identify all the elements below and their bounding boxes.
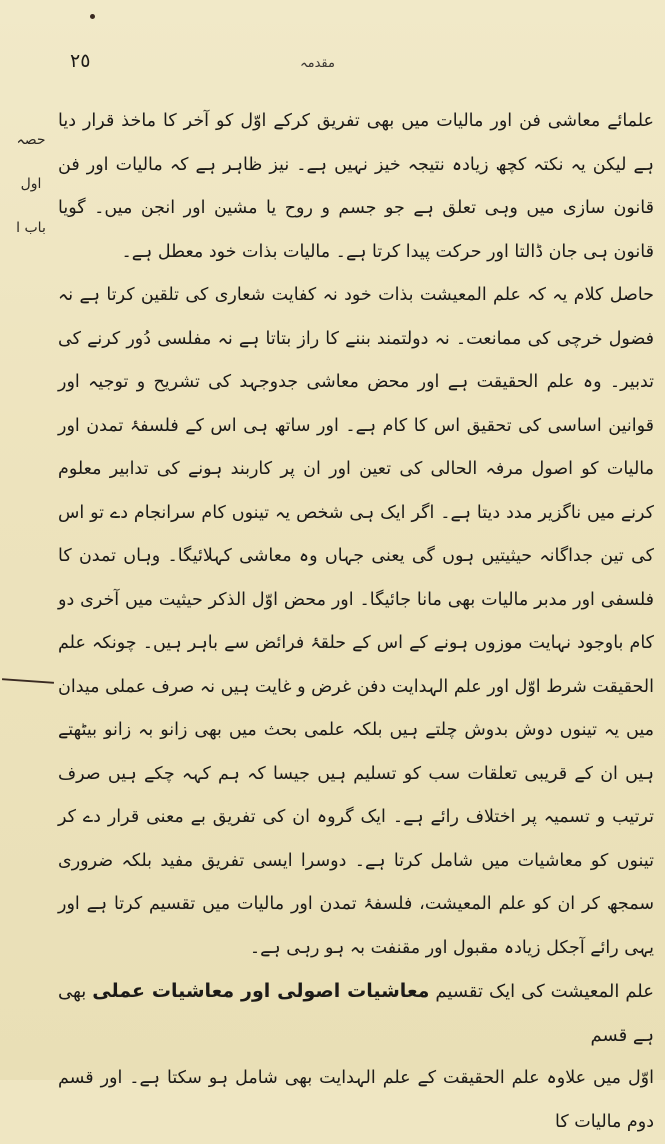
section-heading-lead: علم المعیشت کی ایک تقسیم bbox=[435, 981, 654, 1002]
margin-note-part: حصہ اول bbox=[16, 132, 46, 192]
body-text bbox=[58, 100, 654, 1144]
ink-stroke bbox=[2, 678, 54, 684]
margin-notes bbox=[8, 118, 54, 250]
section-heading: معاشیات اصولی اور معاشیات عملی bbox=[92, 980, 430, 1002]
page-number: ٢٥ bbox=[70, 50, 91, 72]
running-head: مقدمہ bbox=[300, 56, 335, 71]
margin-note-chapter: باب ا bbox=[16, 220, 46, 236]
paragraph-2: حاصل کلام یہ کہ علم المعیشت بذات خود نہ کفایت شعاری کی تلقین کرتا ہے نہ فضول خرچی کی ممانعت۔ نہ دولتمند بننے کا راز بتاتا ہے نہ مفلسی دُور کرنے کی تدبیر۔ وہ علم الحقیقت ہے اور محض معاشی جدوجہد کی تشریح و توجیہ اور قوانین اساسی کی تحقیق اس کا کام ہے۔ اور ساتھ ہی اس کے فلسفۂ تمدن اور مالیات کو اصول مرفہ الحالی کی تعین اور ان پر کاربند ہونے کی تدابیر معلوم کرنے میں ناگزیر مدد دیتا ہے۔ اگر ایک ہی شخص یہ تینوں کام سرانجام دے تو اس کی تین جداگانہ حیثیتیں ہوں گی یعنی جہاں وہ معاشی کہلائیگا۔ وہاں تمدن کا فلسفی اور مدبر مالیات بھی مانا جائیگا۔ اور محض اوّل الذکر حیثیت میں آخری دو کام باوجود نہایت موزوں ہونے کے اس کے حلقۂ فرائض سے باہر ہیں۔ چونکہ علم الحقیقت شرط اوّل اور علم الہدایت دفن غرض و غایت ہیں نہ صرف عملی میدان میں یہ تینوں دوش بدوش چلتے ہیں بلکہ علمی بحث میں بھی زانو بہ زانو بیٹھتے ہیں ان کے قریبی تعلقات سب کو تسلیم ہیں جیسا کہ ہم کہہ چکے ہیں صرف ترتیب و تسمیہ پر اختلاف رائے ہے۔ ایک گروہ ان کی تفریق بے معنی قرار دے کر تینوں کو معاشیات میں شامل کرتا ہے۔ دوسرا ایسی تفریق مفید بلکہ ضروری سمجھ کر ان کو علم المعیشت، فلسفۂ تمدن اور مالیات میں تقسیم کرتا ہے اور یہی رائے آجکل زیادہ مقبول اور مقنفت بہ ہو رہی ہے۔ bbox=[58, 285, 654, 958]
paragraph-1: علمائے معاشی فن اور مالیات میں بھی تفریق کرکے اوّل کو آخر کا ماخذ قرار دیا ہے لیکن یہ نکتہ کچھ زیادہ نتیجہ خیز نہیں ہے۔ نیز ظاہر ہے کہ مالیات اور فن قانون سازی میں وہی تعلق ہے جو جسم و روح یا مشین اور انجن میں۔ گویا قانون ہی جان ڈالتا اور حرکت پیدا کرتا ہے۔ مالیات بذات خود معطل ہے۔ bbox=[58, 111, 654, 262]
final-line: اوّل میں علاوہ علم الحقیقت کے علم الہدایت بھی شامل ہو سکتا ہے۔ اور قسم دوم مالیات کا bbox=[58, 1068, 654, 1132]
section-heading-line bbox=[58, 970, 654, 1057]
section-heading-tail: بھی ہے قسم bbox=[58, 981, 654, 1046]
ink-spot bbox=[90, 14, 95, 19]
